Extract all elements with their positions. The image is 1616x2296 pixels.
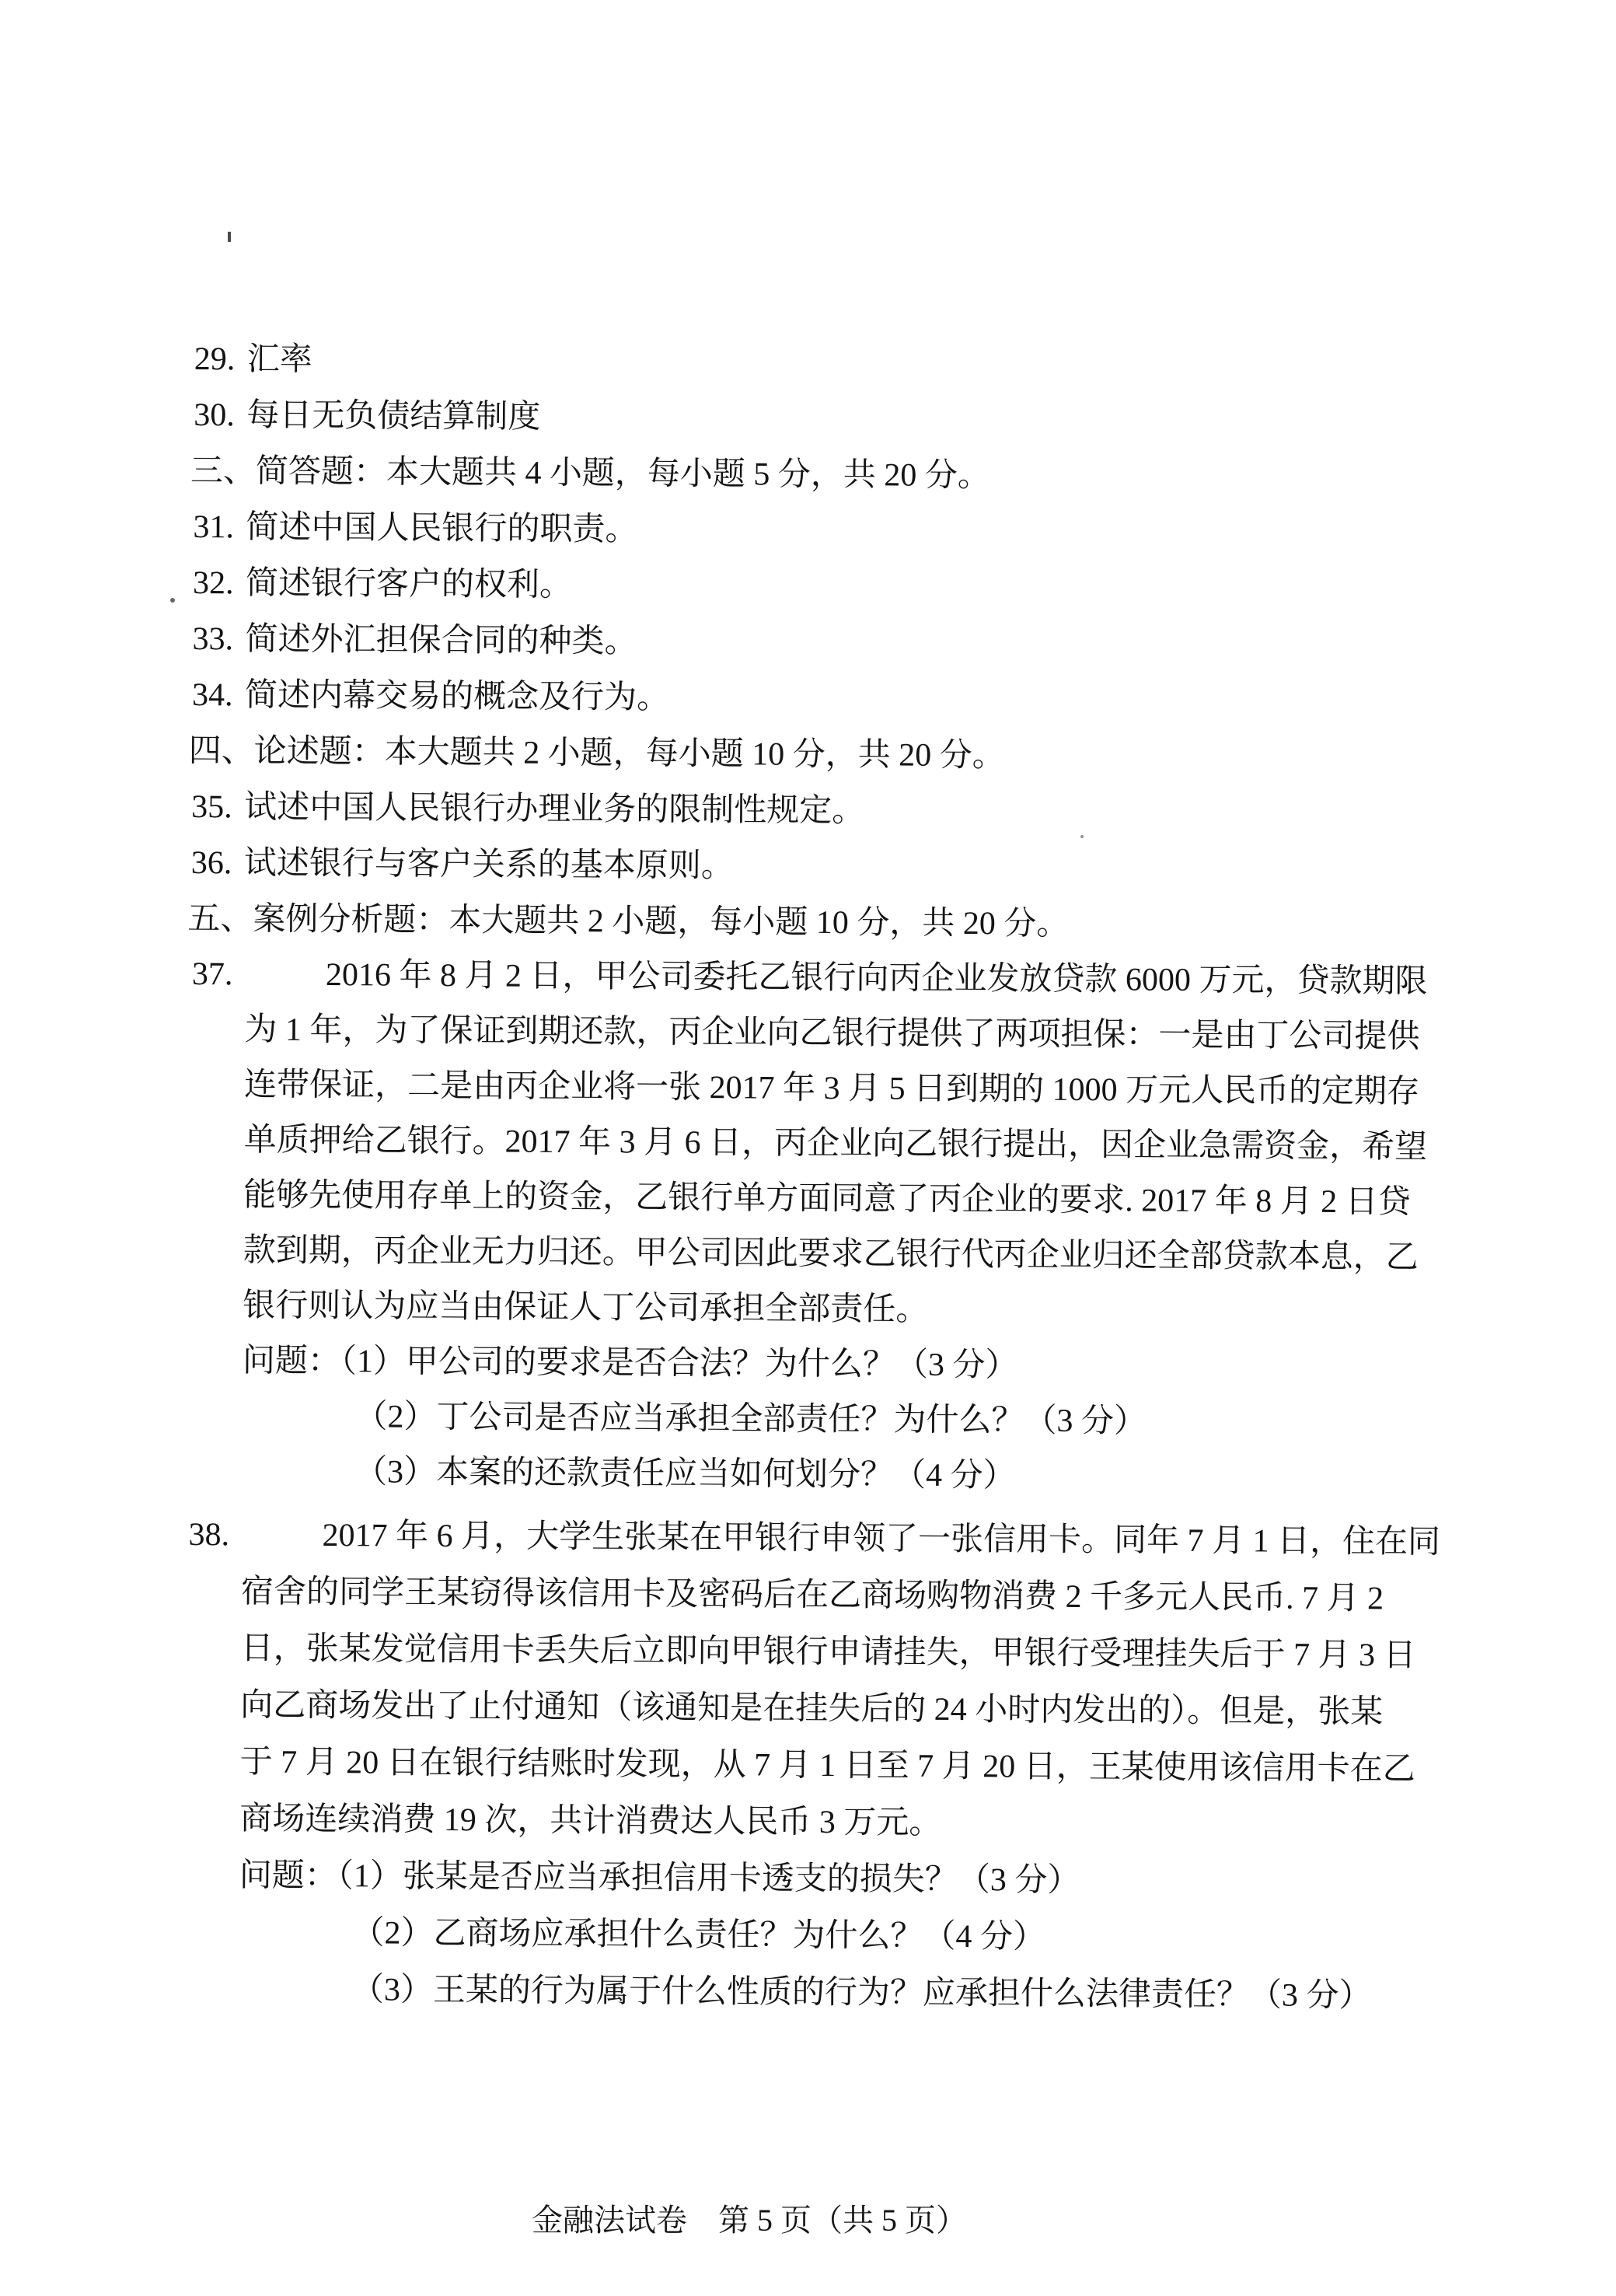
text-line: [0, 666, 1614, 732]
item-number: 29.: [194, 341, 236, 378]
line-text: 简述内幕交易的概念及行为。: [244, 677, 670, 716]
page-footer: 金融法试卷 第 5 页（共 5 页）: [532, 2203, 967, 2238]
item-number: 35.: [191, 788, 232, 826]
line-text: 2016 年 8 月 2 日，甲公司委托乙银行向丙企业发放贷款 6000 万元，贷款期限: [325, 957, 1428, 1000]
scan-speck: [228, 232, 231, 242]
text-line: 单质押给乙银行。2017 年 3 月 6 日，丙企业向乙银行提出，因企业急需资金，希望: [243, 1122, 1428, 1165]
text-line: 日，张某发觉信用卡丢失后立即向甲银行申请挂失，甲银行受理挂失后于 7 月 3 日: [240, 1630, 1416, 1674]
text-line: 于 7 月 20 日在银行结账时发现，从 7 月 1 日至 7 月 20 日，王某使用该信用卡在乙: [239, 1744, 1415, 1788]
text-line: 向乙商场发出了止付通知（该通知是在挂失后的 24 小时内发出的）。但是，张某: [240, 1687, 1384, 1731]
line-text: 试述银行与客户关系的基本原则。: [243, 845, 734, 885]
text-line: 为 1 年，为了保证到期还款，丙企业向乙银行提供了两项担保：一是由丁公司提供: [244, 1012, 1420, 1055]
text-line: 能够先使用存单上的资金，乙银行单方面同意了丙企业的要求. 2017 年 8 月 2 日贷: [243, 1177, 1411, 1221]
text-line: [0, 778, 1613, 844]
text-line: [0, 610, 1614, 676]
text-line: [0, 1505, 1609, 1572]
section-heading: 三、简答题：本大题共 4 小题，每小题 5 分，共 20 分。: [190, 453, 991, 494]
text-line: 连带保证，二是由丙企业将一张 2017 年 3 月 5 日到期的 1000 万元人民币的定期存: [243, 1067, 1420, 1110]
exam-text-block: [0, 330, 1616, 2026]
item-number: 33.: [192, 620, 234, 658]
line-text: 2017 年 6 月，大学生张某在甲银行申领了一张信用卡。同年 7 月 1 日，住在同: [322, 1518, 1441, 1560]
text-line: [0, 833, 1613, 900]
text-line: 商场连续消费 19 次，共计消费达人民币 3 万元。: [239, 1801, 942, 1841]
item-number: 34.: [192, 676, 233, 714]
text-line: （3）王某的行为属于什么性质的行为？应承担什么法律责任？（3 分）: [351, 1972, 1372, 2015]
text-line: 银行则认为应当由保证人丁公司承担全部责任。: [243, 1288, 929, 1328]
line-text: 简述外汇担保合同的种类。: [245, 621, 637, 660]
line-text: 试述中国人民银行办理业务的限制性规定。: [244, 789, 865, 830]
text-line: 问题：（1）甲公司的要求是否合法？为什么？（3 分）: [242, 1343, 1018, 1384]
text-line: [0, 386, 1616, 452]
line-text: 汇率: [246, 341, 312, 378]
item-number: 30.: [194, 397, 235, 434]
item-number: 31.: [193, 508, 235, 546]
line-text: 每日无负债结算制度: [246, 397, 541, 435]
section-heading: 四、论述题：本大题共 2 小题，每小题 10 分，共 20 分。: [188, 732, 1005, 774]
text-line: （3）本案的还款责任应当如何划分？（4 分）: [354, 1454, 1016, 1494]
text-line: [0, 945, 1612, 1011]
line-text: 简述中国人民银行的职责。: [246, 509, 638, 548]
item-number: 37.: [191, 956, 233, 993]
text-line: [0, 498, 1615, 564]
text-line: [0, 330, 1616, 396]
text-line: 款到期，丙企业无力归还。甲公司因此要求乙银行代丙企业归还全部贷款本息，乙: [243, 1232, 1419, 1276]
text-line: 问题：（1）张某是否应当承担信用卡透支的损失？（3 分）: [239, 1857, 1080, 1899]
text-line: （2）丁公司是否应当承担全部责任？为什么？（3 分）: [354, 1399, 1147, 1440]
text-line: （2）乙商场应承担什么责任？为什么？（4 分）: [351, 1915, 1046, 1955]
item-number: 36.: [190, 844, 232, 882]
item-number: 32.: [192, 564, 234, 602]
text-line: [0, 554, 1614, 620]
item-number: 38.: [188, 1516, 230, 1553]
line-text: 简述银行客户的权利。: [245, 565, 573, 603]
text-line: 宿舍的同学王某窃得该信用卡及密码后在乙商场购物消费 2 千多元人民币. 7 月 2: [240, 1574, 1384, 1617]
section-heading: 五、案例分析题：本大题共 2 小题，每小题 10 分，共 20 分。: [187, 900, 1070, 942]
